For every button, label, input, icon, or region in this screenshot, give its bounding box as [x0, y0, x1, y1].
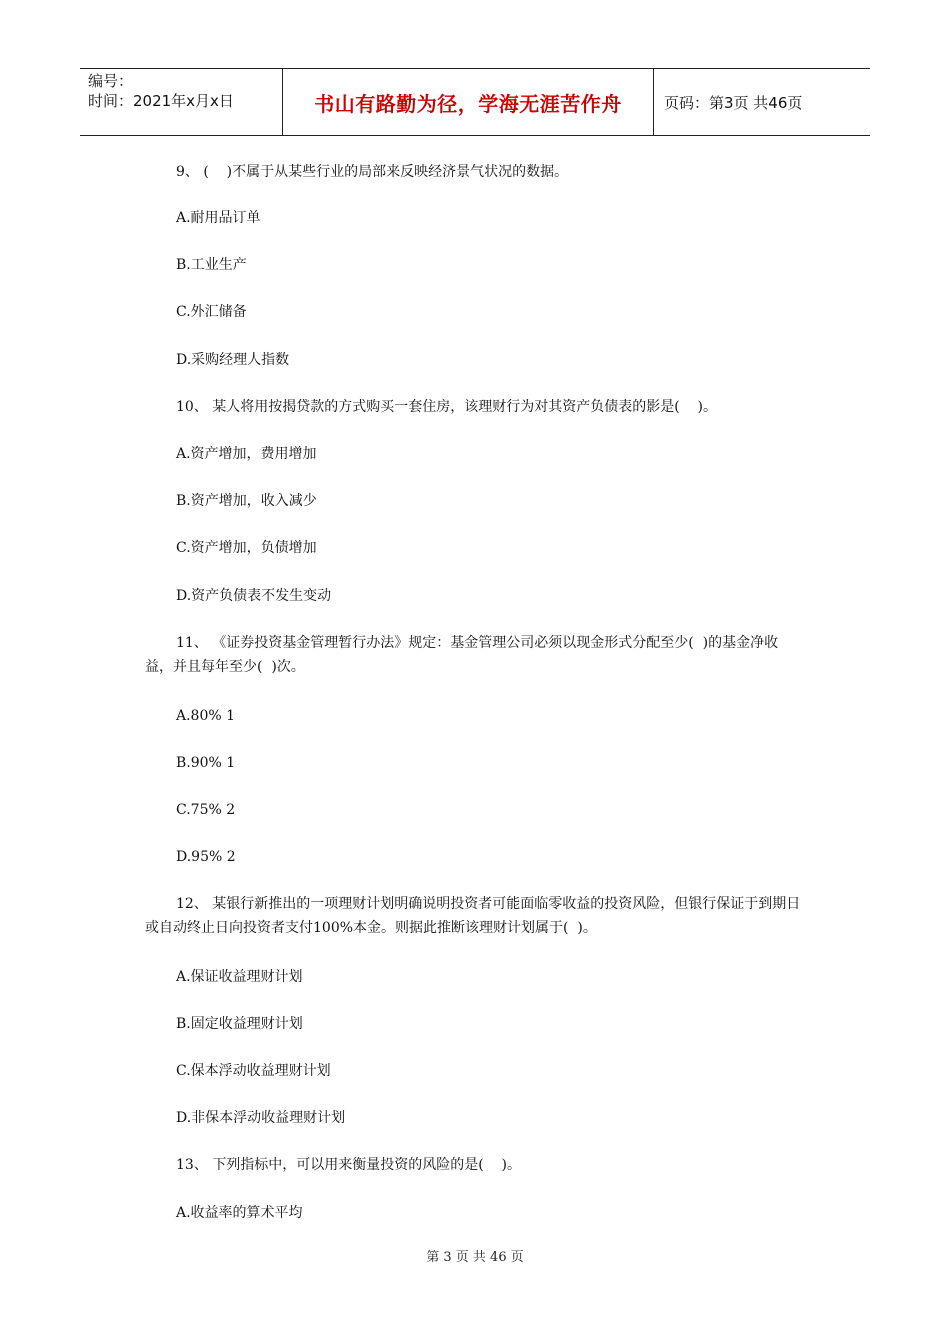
answer-option: B.工业生产: [176, 257, 247, 273]
footer-page-number: 第 3 页 共 46 页: [426, 1250, 524, 1265]
document-date: 时间：2021年x月x日: [88, 92, 234, 110]
header-motto-cell: [282, 69, 654, 135]
answer-option: D.采购经理人指数: [176, 352, 290, 368]
answer-option: A.收益率的算术平均: [176, 1205, 303, 1221]
question-stem: 12、 某银行新推出的一项理财计划明确说明投资者可能面临零收益的投资风险，但银行保证于到期日或自动终止日向投资者支付100%本金。则据此推断该理财计划属于( )。: [145, 896, 801, 936]
question-stem: 10、 某人将用按揭贷款的方式购买一套住房，该理财行为对其资产负债表的影是( )。: [176, 399, 717, 415]
answer-option: D.95% 2: [176, 849, 236, 865]
question-stem: 13、 下列指标中，可以用来衡量投资的风险的是( )。: [176, 1157, 521, 1173]
motto-text: 书山有路勤为径，学海无涯苦作舟: [314, 91, 622, 116]
answer-option: A.耐用品订单: [176, 210, 261, 226]
answer-option: A.80% 1: [176, 708, 236, 724]
answer-option: B.固定收益理财计划: [176, 1016, 303, 1032]
document-number: 编号：: [88, 72, 134, 90]
header-page-number: 页码：第3页 共46页: [664, 93, 803, 112]
answer-option: C.外汇储备: [176, 304, 247, 320]
answer-option: C.资产增加，负债增加: [176, 540, 317, 556]
answer-option: B.90% 1: [176, 755, 236, 771]
header-page-cell: [654, 69, 870, 135]
question-stem: 9、 ( )不属于从某些行业的局部来反映经济景气状况的数据。: [176, 164, 569, 180]
page-footer: [0, 1246, 950, 1265]
answer-option: A.资产增加，费用增加: [176, 446, 317, 462]
answer-option: C.保本浮动收益理财计划: [176, 1063, 331, 1079]
question-stem: 11、 《证券投资基金管理暂行办法》规定：基金管理公司必须以现金形式分配至少( )的基金净收益，并且每年至少( )次。: [145, 635, 779, 675]
answer-option: B.资产增加，收入减少: [176, 493, 317, 509]
answer-option: A.保证收益理财计划: [176, 969, 303, 985]
answer-option: C.75% 2: [176, 802, 236, 818]
header-meta: [80, 69, 282, 135]
answer-option: D.资产负债表不发生变动: [176, 588, 332, 604]
page-header: [80, 68, 870, 136]
answer-option: D.非保本浮动收益理财计划: [176, 1110, 346, 1126]
